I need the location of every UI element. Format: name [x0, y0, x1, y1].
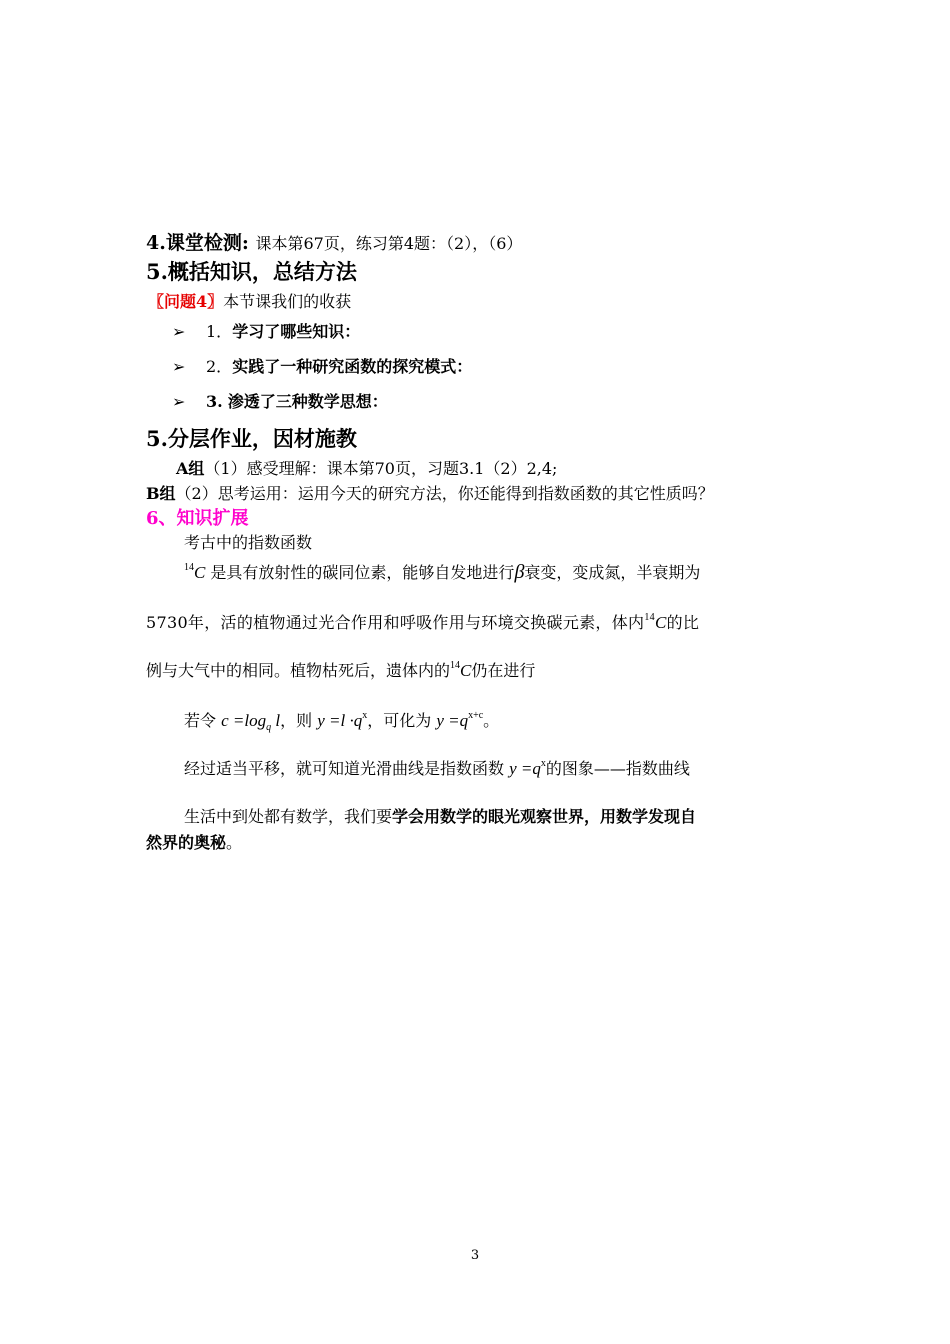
question-4-text: 本节课我们的收获	[223, 292, 352, 311]
arrow-bullet-icon: ➢	[172, 357, 186, 376]
group-b-line	[146, 481, 714, 504]
group-a-line	[176, 456, 557, 479]
text-run: 。	[226, 833, 243, 852]
beta-symbol: β	[514, 561, 525, 583]
bullet-item	[172, 389, 388, 412]
bullet-text: 渗透了三种数学思想：	[227, 392, 388, 411]
section-4-text: 课本第67页，练习第4题：（2），（6）	[255, 234, 523, 253]
section-5b-title: 5.分层作业，因材施教	[146, 426, 357, 451]
arrow-bullet-icon: ➢	[172, 322, 186, 341]
text-run: 若令	[184, 711, 217, 730]
text-run: 的比	[666, 613, 700, 632]
section-5a-title: 5.概括知识，总结方法	[146, 259, 357, 284]
bullet-text: 实践了一种研究函数的探究模式：	[232, 357, 473, 376]
section-6-title: 6、知识扩展	[146, 508, 249, 529]
page-number: 3	[470, 1248, 480, 1263]
bullet-num: 2．	[206, 357, 233, 376]
formula-c-log: $c =\log_q$ l	[221, 711, 281, 733]
group-b-label: B组	[146, 484, 176, 503]
section-4-line	[146, 228, 522, 255]
carbon14-symbol: $^{14}$C	[184, 562, 206, 582]
extension-para-line-6	[146, 830, 242, 853]
formula-y-lq: $y =l \cdot q^x$	[317, 710, 368, 730]
bullet-item	[172, 319, 360, 342]
text-run: 的图象——指数曲线	[545, 759, 690, 778]
text-run: 生活中到处都有数学，我们要	[184, 807, 393, 826]
group-b-text: （2）思考运用：运用今天的研究方法，你还能得到指数函数的其它性质吗？	[175, 484, 714, 503]
text-run: 是具有放射性的碳同位素，能够自发地进行	[205, 563, 515, 582]
formula-line	[184, 708, 499, 733]
text-run: 例与大气中的相同。植物枯死后，遗体内的	[146, 661, 451, 680]
text-run: 经过适当平移，就可知道光滑曲线是指数函数	[184, 759, 505, 778]
question-4-label: 〖问题4〗	[148, 292, 224, 311]
formula-y-qx: $y =q^x$	[509, 758, 546, 778]
arrow-bullet-icon: ➢	[172, 392, 186, 411]
text-run: 。	[483, 711, 500, 730]
bullet-item	[172, 354, 472, 377]
extension-para-line-5	[184, 804, 696, 827]
text-run: ，则	[280, 711, 313, 730]
text-run: 衰变，变成氮，半衰期为	[524, 563, 701, 582]
carbon14-symbol: $^{14}$C	[644, 612, 667, 632]
carbon14-symbol: $^{14}$C	[450, 660, 472, 680]
text-run: 5730年，活的植物通过光合作用和呼吸作用与环境交换碳元素，体内	[146, 613, 645, 632]
bold-text: 学会用数学的眼光观察世界，用数学发现自	[392, 807, 697, 826]
extension-para-line-4	[184, 756, 690, 779]
text-run: ，可化为	[367, 711, 432, 730]
bullet-num: 1．	[206, 322, 233, 341]
text-run: 仍在进行	[471, 661, 536, 680]
formula-y-qxc: $y =q^{x+c}$	[436, 710, 484, 730]
question-4-line	[148, 289, 351, 312]
group-a-text: （1）感受理解：课本第70页，习题3.1（2）2,4;	[204, 459, 558, 478]
extension-para-line-1	[184, 560, 700, 584]
extension-subtitle: 考古中的指数函数	[184, 533, 313, 552]
section-4-title: 4.课堂检测:	[146, 232, 249, 254]
group-a-label: A组	[176, 459, 205, 478]
extension-para-line-3	[146, 658, 535, 681]
bullet-num: 3.	[206, 392, 223, 411]
extension-para-line-2	[146, 610, 699, 633]
bold-text: 然界的奥秘	[146, 833, 227, 852]
bullet-text: 学习了哪些知识：	[232, 322, 361, 341]
